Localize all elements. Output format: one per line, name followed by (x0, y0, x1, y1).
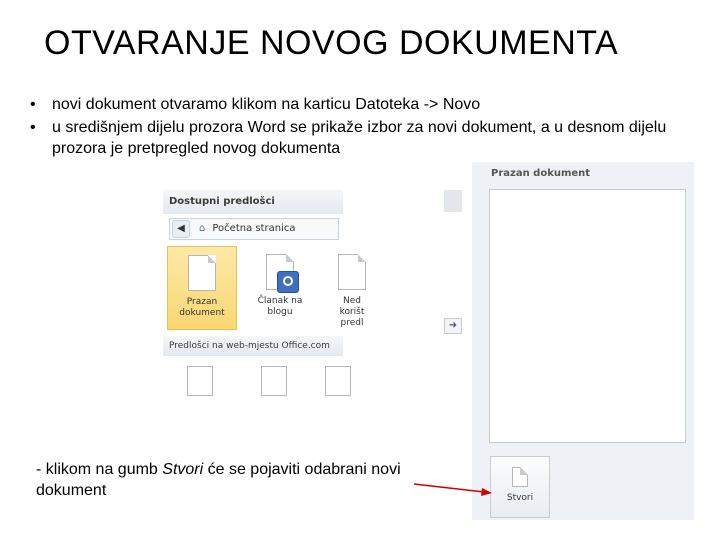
nav-label[interactable]: Početna stranica (212, 223, 296, 234)
blog-post-icon (266, 254, 294, 290)
scroll-block (444, 190, 462, 212)
bullet-dot-icon: • (30, 119, 36, 136)
slide-title: OTVARANJE NOVOG DOKUMENTA (44, 24, 619, 62)
preview-page (489, 189, 686, 443)
tile-recent-templates[interactable] (317, 246, 387, 330)
create-document-icon (512, 467, 528, 487)
bullet-item (30, 117, 690, 159)
templates-nav-bar[interactable] (169, 218, 339, 240)
bullet-text: u središnjem dijelu prozora Word se prikaže izbor za novi dokument, a u desnom dijelu prozora je pretpregled novog dokumenta (52, 119, 667, 157)
create-button-label: Stvori (506, 493, 534, 503)
template-thumb-icon[interactable] (325, 366, 351, 396)
preview-label: Prazan dokument (491, 168, 591, 179)
note-suffix: će se pojaviti odabrani novi dokument (36, 461, 401, 499)
tile-label: predl (340, 318, 364, 328)
tile-label: Članak na (257, 296, 303, 306)
bullet-list (30, 94, 690, 161)
bullet-text: novi dokument otvaramo klikom na karticu Datoteka -> Novo (52, 96, 481, 113)
tile-blank-document[interactable] (167, 246, 237, 330)
tile-label: korišt (339, 307, 365, 317)
blog-badge-icon (277, 271, 299, 293)
note-prefix: - klikom na gumb (36, 461, 163, 478)
template-thumb-icon[interactable] (187, 366, 213, 396)
office-templates-header: Predlošci na web-mjestu Office.com (163, 336, 343, 356)
expand-arrow-icon[interactable]: ➜ (444, 318, 462, 334)
tile-label: Prazan (186, 297, 218, 307)
middle-scroll-strip (444, 166, 464, 346)
templates-panel (163, 190, 365, 390)
template-thumb-icon[interactable] (261, 366, 287, 396)
tile-label: blogu (267, 307, 293, 317)
tile-label: Ned (343, 296, 361, 306)
tile-blog-post[interactable] (245, 246, 315, 330)
bullet-dot-icon: • (30, 96, 36, 113)
template-document-icon (338, 254, 366, 290)
blank-document-icon (188, 255, 216, 291)
instruction-note (36, 459, 436, 501)
note-emphasis: Stvori (162, 461, 204, 478)
create-button[interactable] (490, 456, 550, 518)
back-arrow-icon[interactable]: ◀ (172, 220, 190, 238)
tile-label: dokument (179, 308, 225, 318)
bullet-item (30, 94, 690, 115)
templates-header: Dostupni predlošci (163, 190, 343, 214)
home-icon[interactable]: ⌂ (199, 223, 206, 234)
